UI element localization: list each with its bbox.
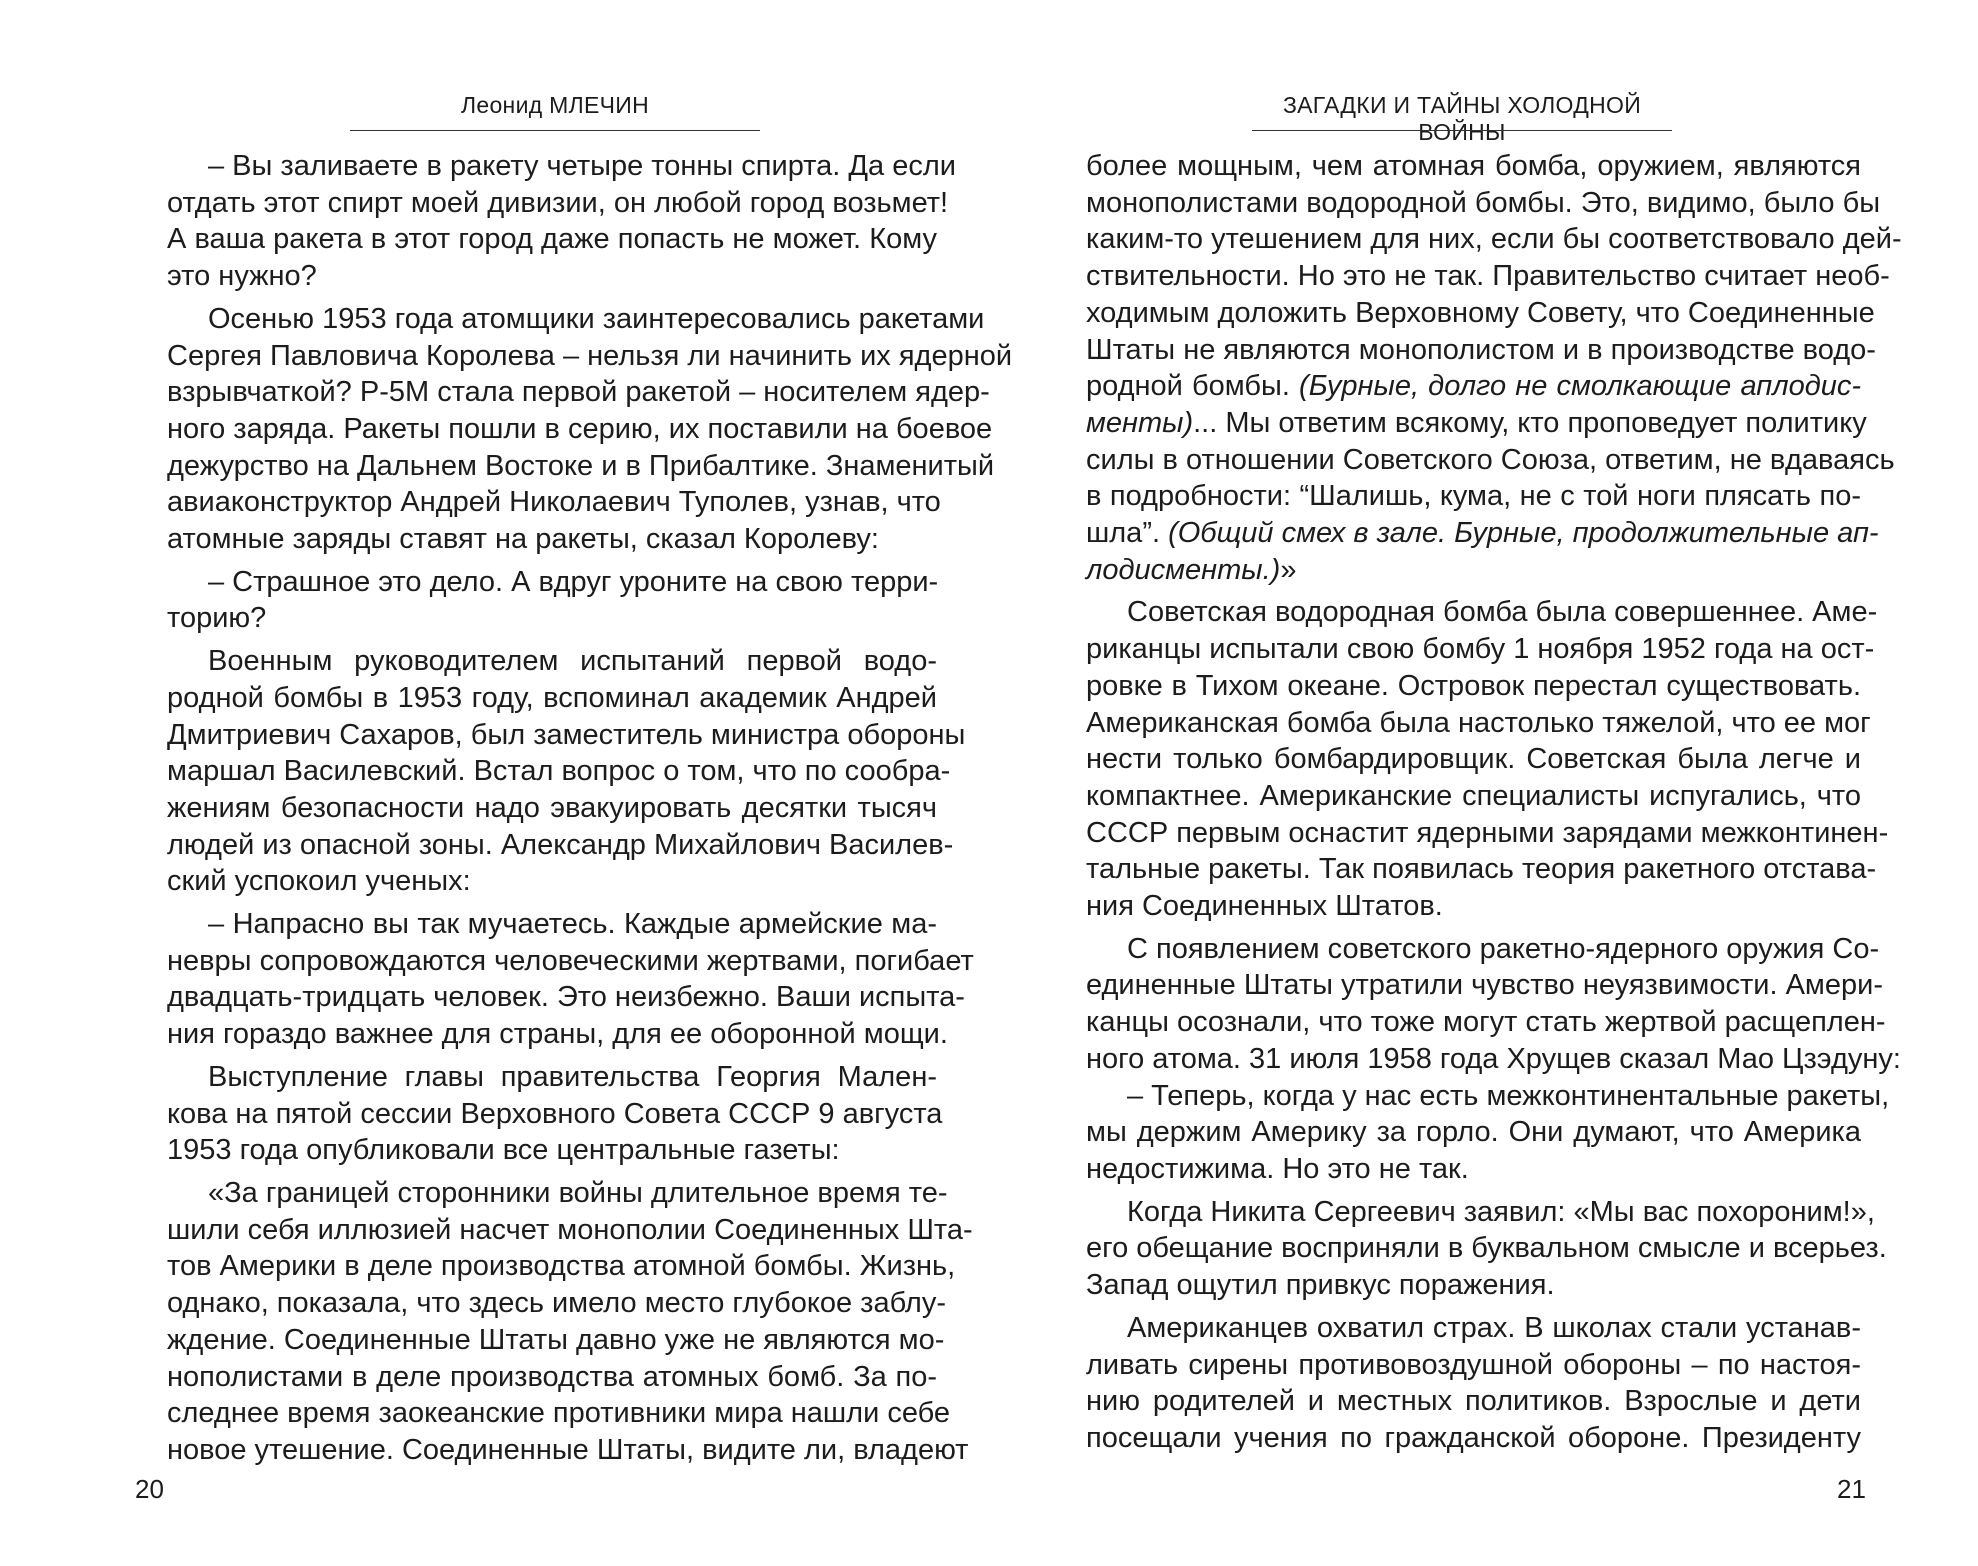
page-number: 20 <box>135 1474 164 1504</box>
line-text: ствительности. Но это не так. Правительство считает необ- <box>1086 260 1890 293</box>
line-text: ровке в Тихом океане. Островок перестал существовать. <box>1086 669 1861 702</box>
text-line <box>1086 1310 1861 1347</box>
text-line <box>167 338 1013 375</box>
text-line <box>1086 1078 1890 1115</box>
line-text: монополистами водородной бомбы. Это, видимо, было бы <box>1086 186 1881 219</box>
text-line <box>1086 888 1861 925</box>
line-text: Сергея Павловича Королева – нельзя ли начинить их ядерной <box>167 339 1013 372</box>
line-text: Выступление главы правительства Георгия Мален- <box>208 1060 937 1093</box>
text-line <box>167 827 954 864</box>
right-body-text <box>1086 148 1902 1457</box>
line-text: «За границей сторонники войны длительное время те- <box>208 1176 948 1209</box>
header-rule <box>1252 130 1672 131</box>
line-text: Запад ощутил привкус поражения. <box>1086 1269 1555 1302</box>
running-head-title: ЗАГАДКИ И ТАЙНЫ ХОЛОДНОЙ ВОЙНЫ <box>1282 92 1642 145</box>
line-text: атомные заряды ставят на ракеты, сказал Королеву: <box>167 523 879 556</box>
line-text: ливать сирены противовоздушной обороны – по настоя- <box>1086 1348 1861 1381</box>
line-text: ходимым доложить Верховному Совету, что Соединенные <box>1086 296 1875 329</box>
text-line <box>1086 221 1902 258</box>
header-rule <box>350 130 760 131</box>
line-text: кова на пятой сессии Верховного Совета СССР 9 августа <box>167 1097 943 1130</box>
text-line <box>1086 631 1875 668</box>
line-text: – Теперь, когда у нас есть межконтинентальные ракеты, <box>1127 1079 1890 1112</box>
text-line <box>167 790 937 827</box>
text-line <box>167 564 937 601</box>
text-line <box>167 863 937 900</box>
line-text: » <box>1280 553 1297 586</box>
text-line <box>1086 1230 1887 1267</box>
line-text: двадцать-тридцать человек. Это неизбежно. Ваши испыта- <box>167 981 965 1014</box>
text-line <box>167 1096 943 1133</box>
line-text: жениям безопасности надо эвакуировать десятки тысяч <box>167 791 937 824</box>
text-line <box>1086 1347 1861 1384</box>
line-text: авиаконструктор Андрей Николаевич Туполев, узнав, что <box>167 486 941 519</box>
line-text: – Страшное это дело. А вдруг уроните на свою терри- <box>208 565 939 598</box>
text-line <box>167 1212 973 1249</box>
line-text: Осенью 1953 года атомщики заинтересовались ракетами <box>208 302 985 335</box>
text-line <box>167 448 995 485</box>
line-text: ния Соединенных Штатов. <box>1086 890 1443 923</box>
line-text: – Напрасно вы так мучаетесь. Каждые армейские ма- <box>208 908 937 941</box>
italic-text: (Бурные, долго не смолкающие аплодис- <box>1299 370 1862 403</box>
line-text: Американская бомба была настолько тяжелой, что ее мог <box>1086 706 1871 739</box>
line-text: тов Америки в деле производства атомной бомбы. Жизнь, <box>167 1250 956 1283</box>
text-line <box>167 979 965 1016</box>
text-line <box>1086 148 1861 185</box>
text-line <box>167 600 937 637</box>
text-line <box>167 680 937 717</box>
line-text: Дмитриевич Сахаров, был заместитель министра обороны <box>167 718 966 751</box>
text-line <box>167 1132 937 1169</box>
text-line <box>167 521 937 558</box>
italic-text: (Общий смех в зале. Бурные, продолжительные ап- <box>1168 517 1879 550</box>
text-line <box>1086 552 1861 589</box>
text-line <box>1086 442 1895 479</box>
line-text: нести только бомбардировщик. Советская была легче и <box>1086 743 1861 776</box>
text-line <box>167 374 990 411</box>
line-text: единенные Штаты утратили чувство неуязвимости. Амери- <box>1086 969 1883 1002</box>
text-line <box>167 221 937 258</box>
text-line <box>167 943 974 980</box>
line-text: ... Мы ответим всякому, кто проповедует политику <box>1193 406 1867 439</box>
text-line <box>1086 332 1876 369</box>
text-line <box>1086 368 1861 405</box>
text-line <box>1086 741 1861 778</box>
line-text: людей из опасной зоны. Александр Михайлович Василев- <box>167 828 954 861</box>
line-text: шили себя иллюзией насчет монополии Соединенных Шта- <box>167 1213 973 1246</box>
text-line <box>1086 705 1871 742</box>
right-page <box>989 0 1978 1566</box>
text-line <box>1086 594 1878 631</box>
text-line <box>167 1248 956 1285</box>
text-line <box>1086 478 1861 515</box>
text-line <box>167 1432 969 1469</box>
text-line <box>167 1175 948 1212</box>
line-text: Советская водородная бомба была совершеннее. Аме- <box>1127 596 1878 629</box>
line-text: родной бомбы в 1953 году, вспоминал академик Андрей <box>167 681 937 714</box>
line-text: СССР первым оснастит ядерными зарядами межконтинен- <box>1086 816 1889 849</box>
text-line <box>1086 185 1881 222</box>
line-text: компактнее. Американские специалисты испугались, что <box>1086 779 1861 812</box>
line-text: Когда Никита Сергеевич заявил: «Мы вас похороним!», <box>1127 1195 1875 1228</box>
text-line <box>1086 931 1880 968</box>
italic-text: менты) <box>1086 406 1194 439</box>
line-text: силы в отношении Советского Союза, ответим, не вдаваясь <box>1086 443 1895 476</box>
line-text: следнее время заокеанские противники мира нашли себе <box>167 1397 951 1430</box>
text-line <box>167 1059 937 1096</box>
text-line <box>1086 1267 1861 1304</box>
text-line <box>1086 515 1879 552</box>
text-line <box>167 906 937 943</box>
line-text: его обещание восприняли в буквальном смысле и всерьез. <box>1086 1232 1887 1265</box>
text-line <box>1086 1041 1901 1078</box>
text-line <box>1086 778 1861 815</box>
line-text: – Вы заливаете в ракету четыре тонны спирта. Да если <box>208 150 956 182</box>
text-line <box>167 1395 951 1432</box>
text-line <box>1086 1194 1875 1231</box>
line-text: невры сопровождаются человеческими жертвами, погибает <box>167 944 974 977</box>
line-text: тальные ракеты. Так появилась теория ракетного отстава- <box>1086 853 1877 886</box>
text-line <box>167 258 937 295</box>
page-number: 21 <box>1837 1474 1866 1504</box>
line-text: посещали учения по гражданской обороне. Президенту <box>1086 1421 1861 1454</box>
line-text: более мощным, чем атомная бомба, оружием, являются <box>1086 150 1861 182</box>
text-line <box>167 643 937 680</box>
text-line <box>1086 295 1875 332</box>
text-line <box>1086 668 1861 705</box>
text-line <box>167 1285 946 1322</box>
text-line <box>167 301 985 338</box>
line-text: риканцы испытали свою бомбу 1 ноября 1952 года на ост- <box>1086 633 1875 666</box>
text-line <box>167 148 956 185</box>
text-line <box>167 717 966 754</box>
text-line <box>167 753 951 790</box>
text-line <box>1086 1151 1861 1188</box>
line-text: мы держим Америку за горло. Они думают, что Америка <box>1086 1116 1861 1149</box>
italic-text: лодисменты.) <box>1086 553 1281 586</box>
text-line <box>1086 405 1867 442</box>
text-line <box>167 1016 948 1053</box>
line-text: С появлением советского ракетно-ядерного оружия Со- <box>1127 932 1880 965</box>
text-line <box>1086 851 1877 888</box>
line-text: Американцев охватил страх. В школах стали устанав- <box>1127 1311 1861 1344</box>
text-line <box>167 411 993 448</box>
line-text: ждение. Соединенные Штаты давно уже не являются мо- <box>167 1323 945 1356</box>
line-text: дежурство на Дальнем Востоке и в Прибалтике. Знаменитый <box>167 449 995 482</box>
text-line <box>1086 1114 1861 1151</box>
text-line <box>1086 1004 1886 1041</box>
text-line <box>1086 1420 1861 1457</box>
line-text: родной бомбы. <box>1086 370 1300 403</box>
line-text: 1953 года опубликовали все центральные газеты: <box>167 1134 840 1167</box>
line-text: А ваша ракета в этот город даже попасть не может. Кому <box>167 223 937 256</box>
text-line <box>167 484 941 521</box>
line-text: в подробности: “Шалишь, кума, не с той ноги плясать по- <box>1086 480 1861 513</box>
line-text: ного атома. 31 июля 1958 года Хрущев сказал Мао Цзэдуну: <box>1086 1042 1901 1075</box>
line-text: взрывчаткой? Р-5М стала первой ракетой – носителем ядер- <box>167 376 990 409</box>
text-line <box>1086 258 1890 295</box>
line-text: это нужно? <box>167 260 317 293</box>
text-line <box>167 185 949 222</box>
line-text: однако, показала, что здесь имело место глубокое заблу- <box>167 1287 946 1320</box>
running-head-author: Леонид МЛЕЧИН <box>460 92 649 118</box>
line-text: новое утешение. Соединенные Штаты, видите ли, владеют <box>167 1433 969 1466</box>
line-text: ного заряда. Ракеты пошли в серию, их поставили на боевое <box>167 412 993 445</box>
text-line <box>1086 815 1889 852</box>
line-text: недостижима. Но это не так. <box>1086 1152 1469 1185</box>
line-text: нополистами в деле производства атомных бомб. За по- <box>167 1360 937 1393</box>
line-text: каким-то утешением для них, если бы соответствовало дей- <box>1086 223 1902 256</box>
line-text: отдать этот спирт моей дивизии, он любой город возьмет! <box>167 186 949 219</box>
text-line <box>1086 1383 1861 1420</box>
text-line <box>167 1322 945 1359</box>
line-text: нию родителей и местных политиков. Взрослые и дети <box>1086 1385 1861 1418</box>
line-text: торию? <box>167 602 267 635</box>
text-line <box>1086 967 1883 1004</box>
line-text: ния гораздо важнее для страны, для ее оборонной мощи. <box>167 1018 948 1051</box>
line-text: маршал Василевский. Встал вопрос о том, что по сообра- <box>167 755 951 788</box>
left-body-text <box>167 148 1013 1469</box>
line-text: Военным руководителем испытаний первой водо- <box>208 645 937 678</box>
text-line <box>167 1359 937 1396</box>
line-text: ский успокоил ученых: <box>167 865 471 898</box>
line-text: канцы осознали, что тоже могут стать жертвой расщеплен- <box>1086 1006 1886 1039</box>
line-text: Штаты не являются монополистом и в производстве водо- <box>1086 333 1876 366</box>
line-text: шла”. <box>1086 517 1169 550</box>
